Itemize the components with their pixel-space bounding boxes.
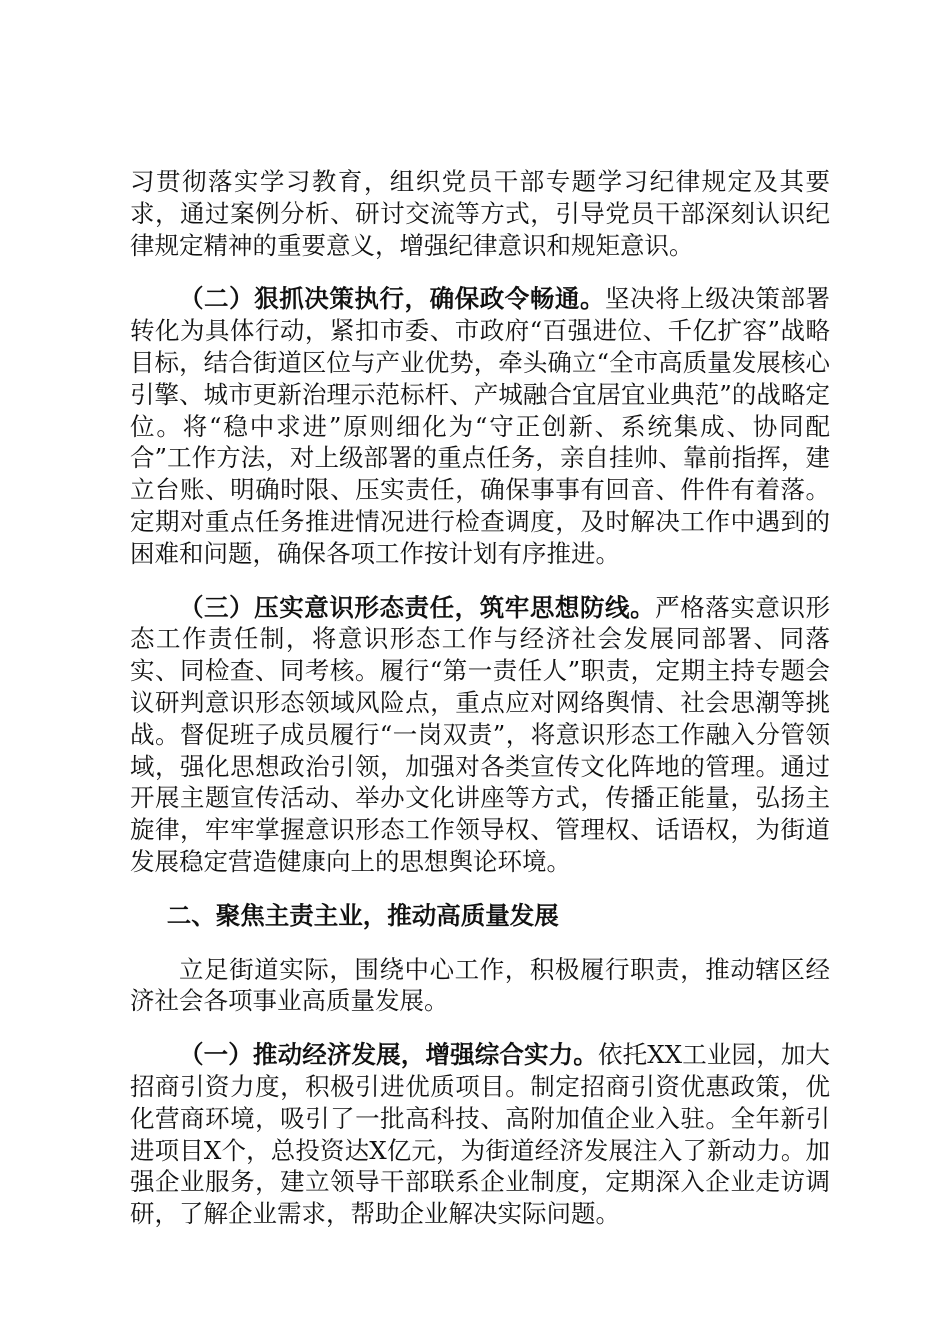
paragraph-body: 依托XX工业园，加大招商引资力度，积极引进优质项目。制定招商引资优惠政策，优化营商环境，吸引了一批高科技、高附加值企业入驻。全年新引进项目X个，总投资达X亿元，为街道经济发展注入了新动力。加强企业服务，建立领导干部联系企业制度，定期深入企业走访调研，了解企业需求，帮助企业解决实际问题。: [130, 1040, 830, 1229]
paragraph-lead-heading: （三）压实意识形态责任，筑牢思想防线。: [179, 592, 656, 622]
paragraph-continuation: 习贯彻落实学习教育，组织党员干部专题学习纪律规定及其要求，通过案例分析、研讨交流等方式，引导党员干部深刻认识纪律规定精神的重要意义，增强纪律意识和规矩意识。: [130, 167, 830, 260]
paragraph-lead-heading: （一）推动经济发展，增强综合实力。: [179, 1040, 598, 1070]
paragraph-body: 坚决将上级决策部署转化为具体行动，紧扣市委、市政府“百强进位、千亿扩容”战略目标，结合街道区位与产业优势，牵头确立“全市高质量发展核心引擎、城市更新治理示范标杆、产城融合宜居宜业典范”的战略定位。将“稳中求进”原则细化为“守正创新、系统集成、协同配合”工作方法，对上级部署的重点任务，亲自挂帅、靠前指挥，建立台账、明确时限、压实责任，确保事事有回音、件件有着落。定期对重点任务推进情况进行检查调度，及时解决工作中遇到的困难和问题，确保各项工作按计划有序推进。: [130, 284, 831, 568]
section-heading: 二、聚焦主责主业，推动高质量发展: [166, 900, 559, 930]
paragraph-economic-development: [130, 1039, 830, 1230]
paragraph-lead-heading: （二）狠抓决策执行，确保政令畅通。: [179, 284, 606, 314]
paragraph-ideology-responsibility: [130, 592, 830, 878]
paragraph-body: 严格落实意识形态工作责任制，将意识形态工作与经济社会发展同部署、同落实、同检查、同考核。履行“第一责任人”职责，定期主持专题会议研判意识形态领域风险点，重点应对网络舆情、社会思潮等挑战。督促班子成员履行“一岗双责”，将意识形态工作融入分管领域，强化思想政治引领，加强对各类宣传文化阵地的管理。通过开展主题宣传活动、举办文化讲座等方式，传播正能量，弘扬主旋律，牢牢掌握意识形态工作领导权、管理权、话语权，为街道发展稳定营造健康向上的思想舆论环境。: [130, 592, 830, 876]
paragraph-decision-execution: [130, 283, 830, 569]
paragraph-section-intro: 立足街道实际，围绕中心工作，积极履行职责，推动辖区经济社会各项事业高质量发展。: [130, 954, 830, 1016]
document-page: [130, 166, 830, 1252]
